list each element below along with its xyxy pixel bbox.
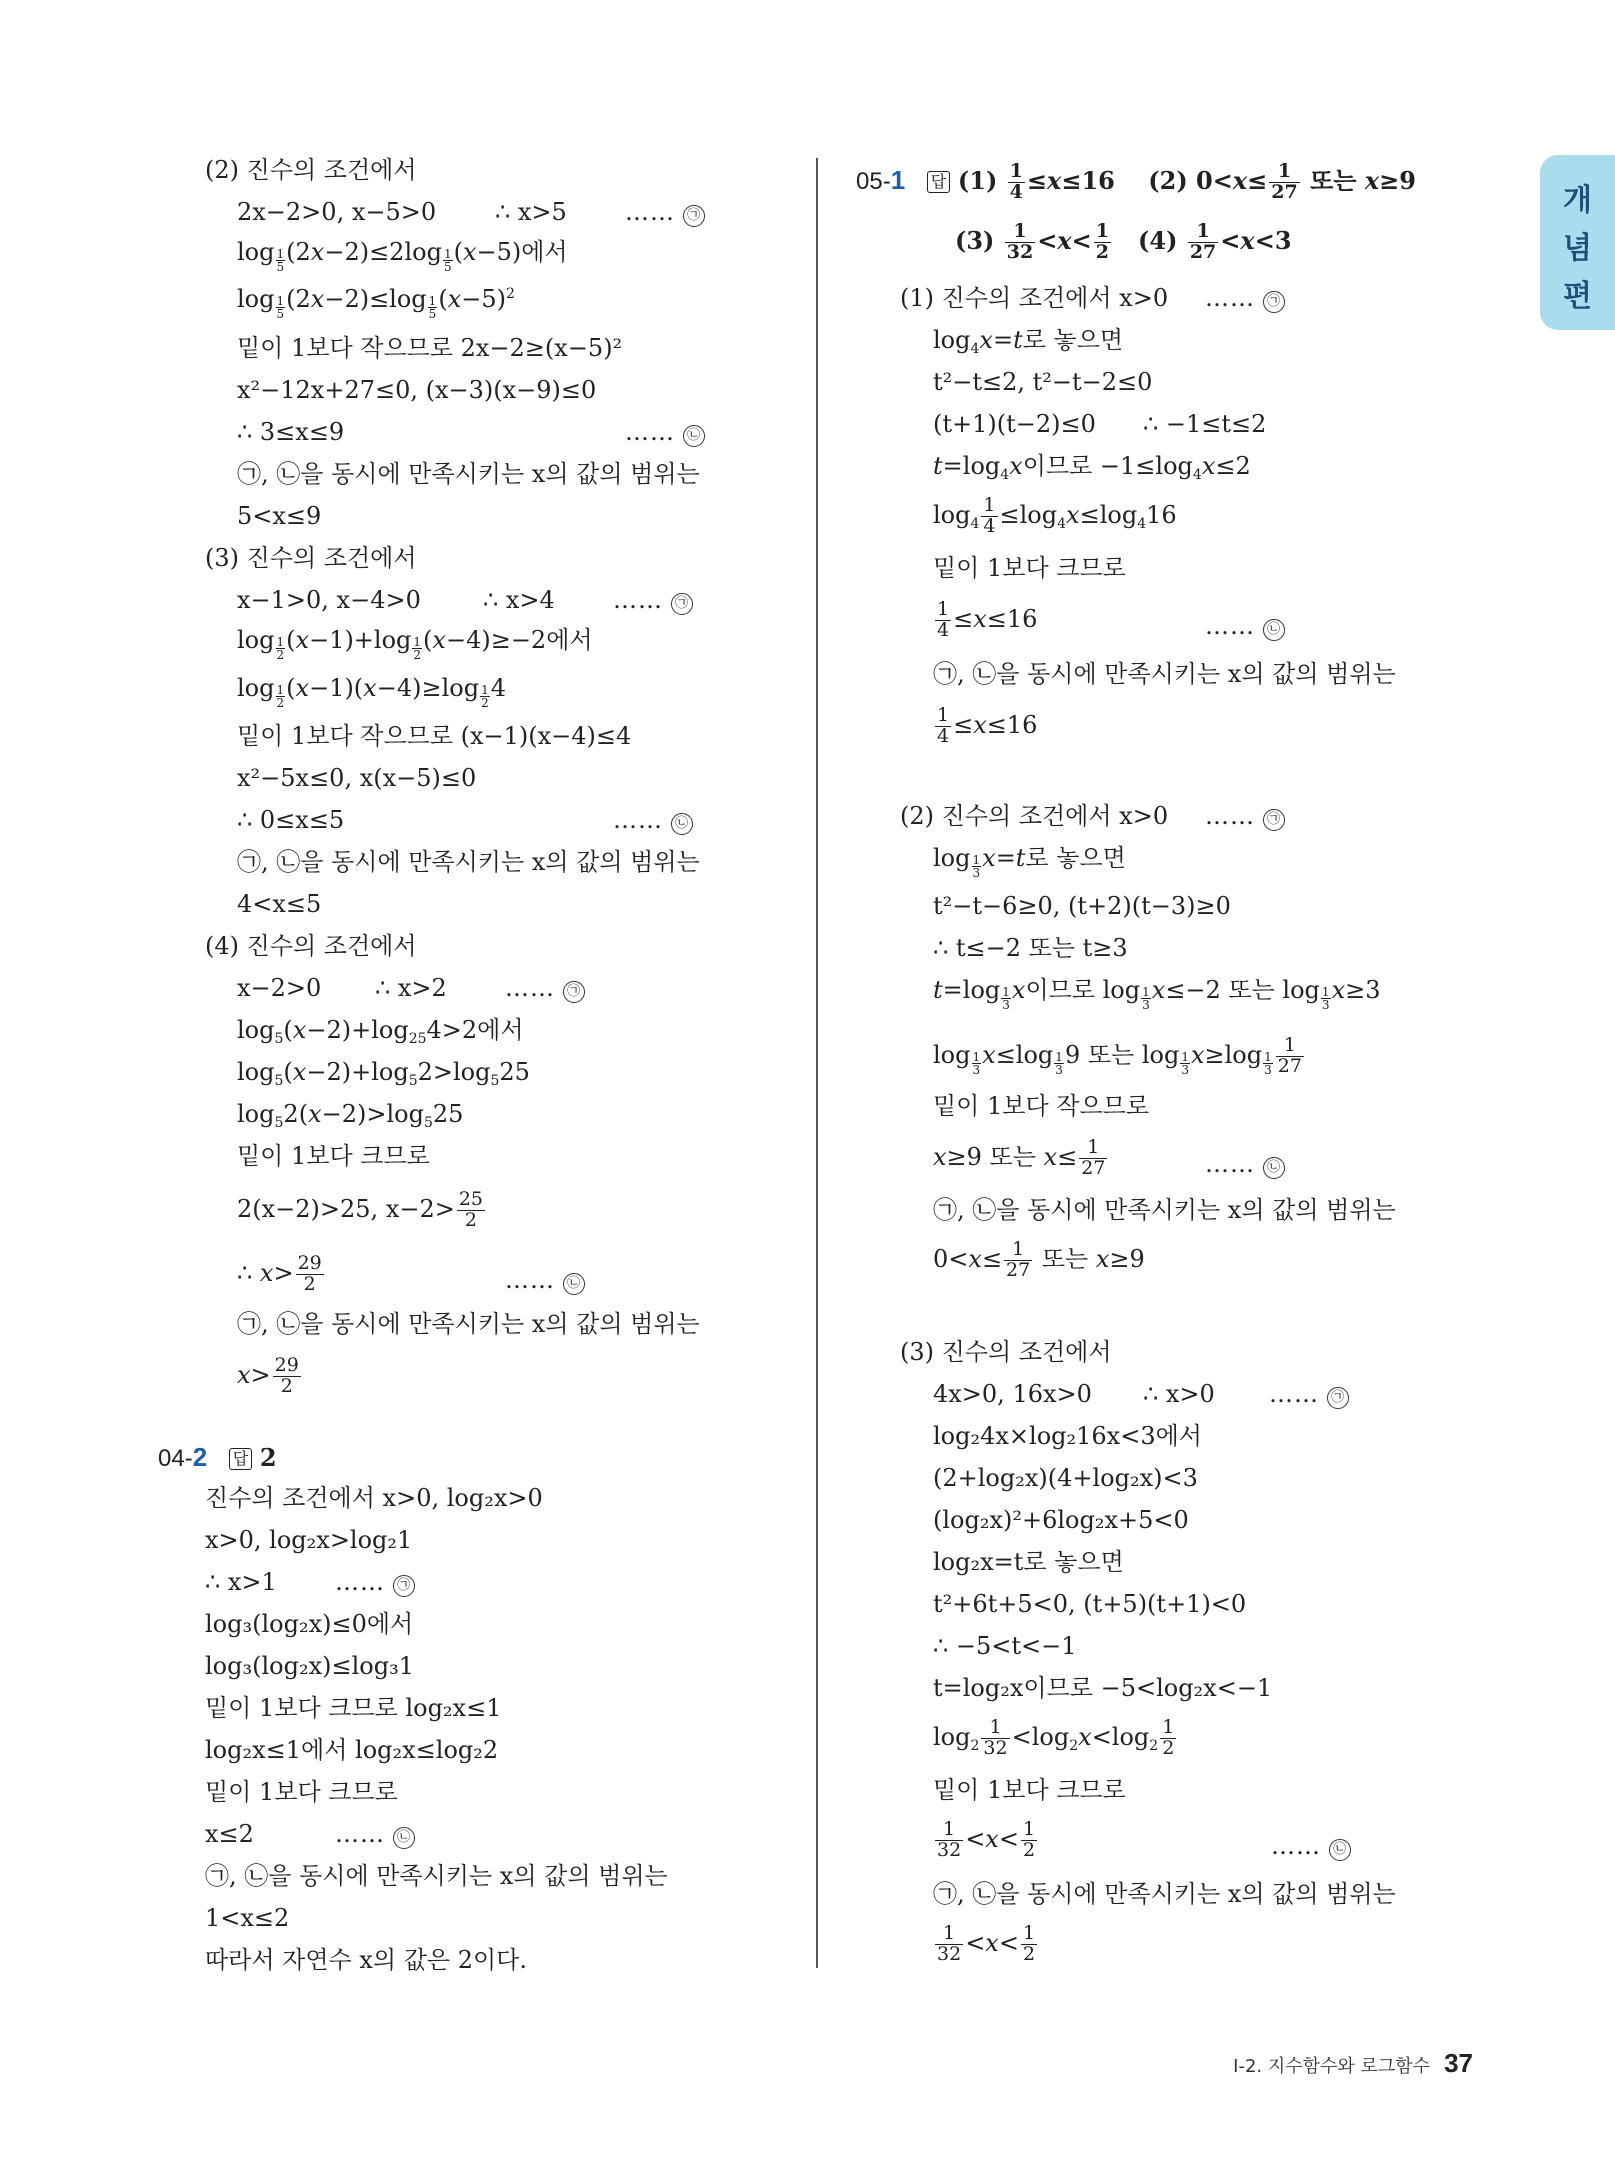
p4-conclusion: ㉠, ㉡을 동시에 만족시키는 x의 값의 범위는 [237,1310,700,1338]
p3-line-6: ∴ 0≤x≤5 …… ㉡ [237,808,344,832]
r1-line-5: $\log_4$ $\frac{1}{4}$ $\le\log_4x\le\log_416$ [933,494,1177,537]
r2-line-3: ∴ t≤−2 또는 t≥3 [933,934,1128,962]
p3-line-5: x²−5x≤0, x(x−5)≤0 [237,764,477,792]
p3-line-4: 밑이 1보다 작으므로 (x−1)(x−4)≤4 [237,722,632,750]
r2-line-7: x≥9 또는 x≤ $\frac{1}{27}$ …… ㉡ [933,1138,1109,1179]
circle-marker-2: ㉡ [563,1273,585,1295]
circle-marker-1: ㉠ [671,593,693,615]
page-number: 37 [1444,2048,1473,2078]
p4-line-3: $\log_5(x-2)+\log_52>\log_525$ [237,1058,530,1089]
r1-line-3: (t+1)(t−2)≤0 ∴ −1≤t≤2 [933,410,1267,438]
r1-line-7: $\frac{1}{4}$ ≤x≤16 …… ㉡ [933,600,1037,641]
column-divider [816,158,818,1968]
circle-marker-1: ㉠ [683,205,705,227]
p2-line-2: log $_{\frac{1}{5}}$ (2x−2)≤2log $_{\frac{1}{5}}$ (x−5)에서 [237,238,568,274]
q042-line-8: 밑이 1보다 크므로 [205,1778,398,1806]
p2-line-4: 밑이 1보다 작으므로 2x−2≥(x−5)² [237,334,623,362]
r1-line-1: $\log_4x=t$로 놓으면 [933,326,1124,357]
p2-line-6: ∴ 3≤x≤9 …… ㉡ [237,420,344,444]
p2-line-5: x²−12x+27≤0, (x−3)(x−9)≤0 [237,376,597,404]
circle-marker-2: ㉡ [671,813,693,835]
r1-conclusion: ㉠, ㉡을 동시에 만족시키는 x의 값의 범위는 [933,660,1396,688]
footer-section: Ⅰ-2. 지수함수와 로그함수 [1233,2056,1431,2077]
answer-mark: 답 [229,1448,252,1470]
p3-heading: (3) 진수의 조건에서 [205,544,417,572]
r2-line-2: t²−t−6≥0, (t+2)(t−3)≥0 [933,892,1231,920]
p4-line-5: 밑이 1보다 크므로 [237,1142,430,1170]
r2-line-4: t=log $_{\frac{1}{3}}$ x이므로 log $_{\frac{1}{3}}$ x≤−2 또는 log $_{\frac{1}{3}}$ x≥3 [933,976,1381,1012]
r2-line-1: log $_{\frac{1}{3}}$ x=t로 놓으면 [933,844,1126,880]
circle-marker-1: ㉠ [1263,291,1285,313]
q042-line-9: x≤2 …… ㉡ [205,1822,254,1846]
r1-line-4: $t=\log_4x$이므로 $-1\le\log_4x\le 2$ [933,452,1251,483]
p4-answer: x> $\frac{29}{2}$ [237,1354,299,1397]
q042-line-11: 1<x≤2 [205,1904,290,1932]
circle-marker-2: ㉡ [683,425,705,447]
r2-heading: (2) 진수의 조건에서 x>0 …… ㉠ [900,804,1168,828]
r2-line-5: log $_{\frac{1}{3}}$ x≤log $_{\frac{1}{3}}$ 9 또는 log $_{\frac{1}{3}}$ x≥log $_{\frac{1}{3}}$ $\frac{1}{27}$ [933,1034,1302,1077]
circle-marker-2: ㉡ [1263,619,1285,641]
r3-conclusion: ㉠, ㉡을 동시에 만족시키는 x의 값의 범위는 [933,1880,1396,1908]
r3-line-4: (log₂x)²+6log₂x+5<0 [933,1506,1189,1534]
r3-heading: (3) 진수의 조건에서 [900,1338,1112,1366]
p3-answer: 4<x≤5 [237,890,322,918]
r2-answer: 0<x≤ $\frac{1}{27}$ 또는 x≥9 [933,1238,1145,1281]
section-side-tab [1540,155,1615,330]
q042-line-5: log₃(log₂x)≤log₃1 [205,1652,414,1680]
q042-line-6: 밑이 1보다 크므로 log₂x≤1 [205,1694,502,1722]
r1-answer: $\frac{1}{4}$ ≤x≤16 [937,704,1038,747]
side-tab-char-1: 개 [1563,183,1592,218]
q042-line-3: ∴ x>1 …… ㉠ [205,1570,277,1594]
p3-line-2: log $_{\frac{1}{2}}$ (x−1)+log $_{\frac{1}{2}}$ (x−4)≥−2에서 [237,626,593,662]
p4-line-1: x−2>0 ∴ x>2 …… ㉠ [237,976,321,1000]
p4-line-7: ∴ x> $\frac{29}{2}$ …… ㉡ [237,1254,326,1295]
p3-conclusion: ㉠, ㉡을 동시에 만족시키는 x의 값의 범위는 [237,848,700,876]
r1-line-2: t²−t≤2, t²−t−2≤0 [933,368,1153,396]
p4-heading: (4) 진수의 조건에서 [205,932,417,960]
problem-04-2-heading: 04-2 답 2 [158,1442,277,1472]
answer-mark: 답 [927,171,950,193]
circle-marker-2: ㉡ [1329,1839,1351,1861]
r3-line-6: t²+6t+5<0, (t+5)(t+1)<0 [933,1590,1247,1618]
r2-conclusion: ㉠, ㉡을 동시에 만족시키는 x의 값의 범위는 [933,1196,1396,1224]
r3-line-9: $\log_2$ $\frac{1}{32}$ $<\log_2x<\log_2$ $\frac{1}{2}$ [933,1716,1175,1759]
p2-line-1: 2x−2>0, x−5>0 ∴ x>5 …… ㉠ [237,200,436,224]
r1-line-6: 밑이 1보다 크므로 [933,554,1126,582]
problem-05-1-heading: 05-1 답 (1) $\frac{1}{4}$ ≤x≤16 (2) 0<x≤ $\frac{1}{27}$ 또는 x≥9 [856,160,1416,203]
p2-conclusion: ㉠, ㉡을 동시에 만족시키는 x의 값의 범위는 [237,460,700,488]
answer-line-2: (3) $\frac{1}{32}$ <x< $\frac{1}{2}$ (4) $\frac{1}{27}$ <x<3 [955,220,1292,263]
p3-line-1: x−1>0, x−4>0 ∴ x>4 …… ㉠ [237,588,421,612]
circle-marker-2: ㉡ [393,1827,415,1849]
p4-line-4: $\log_52(x-2)>\log_525$ [237,1100,464,1131]
p2-answer: 5<x≤9 [237,502,322,530]
q042-line-2: x>0, log₂x>log₂1 [205,1526,413,1554]
circle-marker-2: ㉡ [1263,1157,1285,1179]
r3-line-10: 밑이 1보다 크므로 [933,1776,1126,1804]
q042-conclusion: ㉠, ㉡을 동시에 만족시키는 x의 값의 범위는 [205,1862,668,1890]
p4-line-6: 2(x−2)>25, x−2> $\frac{25}{2}$ [237,1188,484,1231]
r3-line-8: t=log₂x이므로 −5<log₂x<−1 [933,1674,1273,1702]
r2-line-6: 밑이 1보다 작으므로 [933,1092,1149,1120]
circle-marker-1: ㉠ [1327,1387,1349,1409]
r3-line-2: log₂4x×log₂16x<3에서 [933,1422,1202,1450]
p2-heading: (2) 진수의 조건에서 [205,156,417,184]
p2-line-3: log $_{\frac{1}{5}}$ (2x−2)≤log $_{\frac{1}{5}}$ $(x-5)^2$ [237,285,515,321]
r3-line-1: 4x>0, 16x>0 ∴ x>0 …… ㉠ [933,1382,1092,1406]
r3-line-5: log₂x=t로 놓으면 [933,1548,1124,1576]
q042-line-1: 진수의 조건에서 x>0, log₂x>0 [205,1484,543,1512]
q042-line-7: log₂x≤1에서 log₂x≤log₂2 [205,1736,499,1764]
circle-marker-1: ㉠ [1263,809,1285,831]
p3-line-3: log $_{\frac{1}{2}}$ (x−1)(x−4)≥log $_{\frac{1}{2}}$ 4 [237,674,506,710]
r1-heading: (1) 진수의 조건에서 x>0 …… ㉠ [900,286,1168,310]
q042-line-4: log₃(log₂x)≤0에서 [205,1610,414,1638]
page-footer [1233,2048,1473,2079]
circle-marker-1: ㉠ [393,1575,415,1597]
r3-line-3: (2+log₂x)(4+log₂x)<3 [933,1464,1198,1492]
q042-final: 따라서 자연수 x의 값은 2이다. [205,1946,527,1974]
r3-answer: $\frac{1}{32}$ <x< $\frac{1}{2}$ [937,1922,1036,1965]
side-tab-char-3: 편 [1563,279,1592,314]
side-tab-char-2: 념 [1563,231,1592,266]
p4-line-2: $\log_5(x-2)+\log_{25}4>2$에서 [237,1016,524,1047]
circle-marker-1: ㉠ [563,981,585,1003]
r3-line-11: $\frac{1}{32}$ <x< $\frac{1}{2}$ …… ㉡ [933,1820,1039,1861]
r3-line-7: ∴ −5<t<−1 [933,1632,1077,1660]
